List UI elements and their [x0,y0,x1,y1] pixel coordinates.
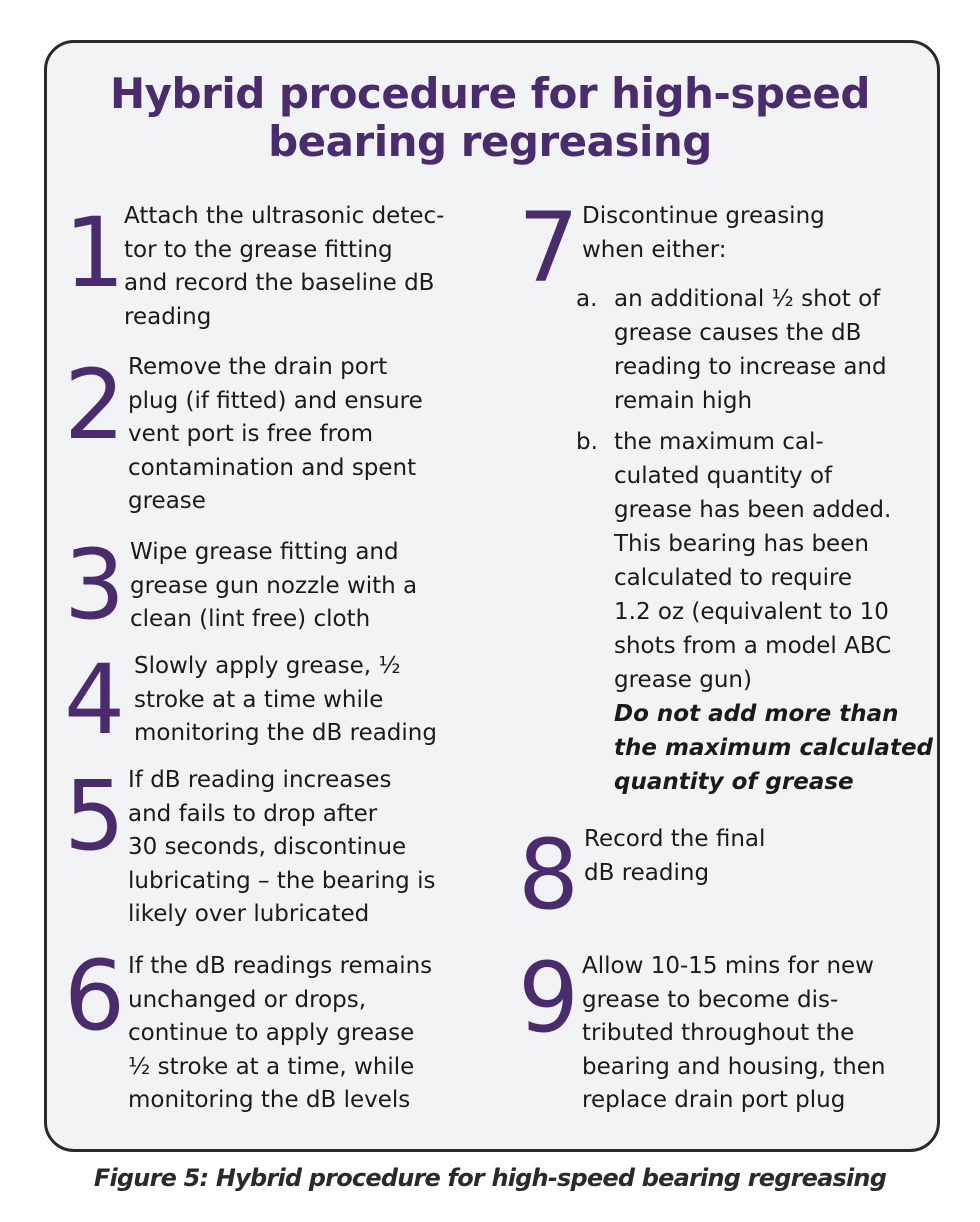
step-number: 7 [518,192,580,304]
warning-text: quantity of grease [614,769,854,795]
step-text: If dB reading increases and fails to drop after 30 seconds, discontinue lubricating – the bearing is likely over lubricated [128,767,436,927]
step-text: Discontinue greasing when either: [582,203,825,263]
step-number: 4 [64,644,126,756]
sub-item-b [576,425,934,805]
warning-text: Do not add more than [614,701,899,727]
step-number: 2 [64,349,126,461]
step-number: 3 [64,529,126,641]
title-line-2: bearing regreasing [268,117,712,166]
step-number: 9 [518,942,580,1054]
step-text: If the dB readings remains unchanged or drops, continue to apply grease ½ stroke at a time, while monitoring the dB levels [128,953,433,1113]
step-text: Wipe grease fitting and grease gun nozzle with a clean (lint free) cloth [130,539,418,632]
title-line-1: Hybrid procedure for high-speed [110,69,870,118]
step-number: 5 [64,760,126,872]
warning-text: the maximum calculated [614,735,934,761]
step-text: Attach the ultrasonic detec- tor to the grease fitting and record the baseline dB reading [124,203,445,330]
sub-item-label: b. [576,429,598,455]
step-number: 1 [64,197,126,309]
sub-item-text: the maximum cal- culated quantity of grease has been added. This bearing has been calculated to require 1.2 oz (equivalent to 10 shots from a model ABC grease gun) Do not add more than the maximum calculated quantity of grease [614,425,933,799]
sub-item-label: a. [576,286,598,312]
step-number: 6 [64,940,126,1052]
figure-caption: Figure 5: Hybrid procedure for high-speed bearing regreasing [93,1164,887,1192]
step-text: Remove the drain port plug (if fitted) and ensure vent port is free from contamination and spent grease [128,354,423,514]
sub-item-text: an additional ½ shot of grease causes the dB reading to increase and remain high [614,286,887,414]
step-text: Allow 10-15 mins for new grease to become dis- tributed throughout the bearing and housing, then replace drain port plug [582,953,886,1113]
step-number: 8 [518,819,580,931]
step-text: Slowly apply grease, ½ stroke at a time while monitoring the dB reading [134,653,437,746]
sub-item-a [576,282,916,422]
step-text: Record the final dB reading [584,826,766,886]
